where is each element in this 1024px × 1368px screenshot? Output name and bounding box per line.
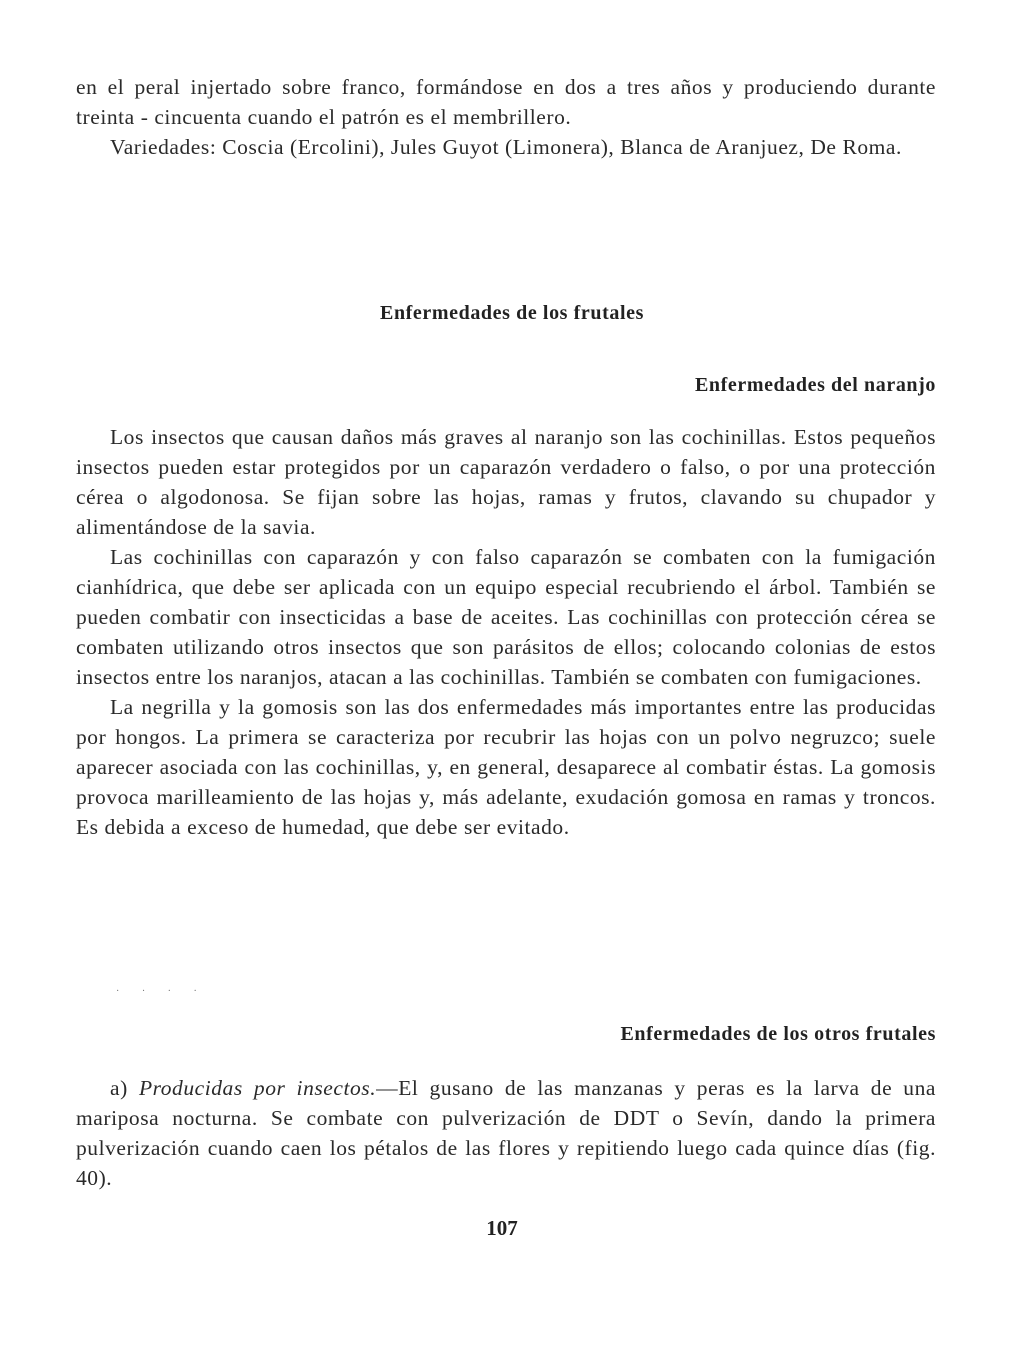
intro-paragraph-continued: en el peral injertado sobre franco, formándose en dos a tres años y produciendo durante treinta - cincuenta cuando el patrón es el membrillero. xyxy=(76,75,936,129)
page-number: 107 xyxy=(486,1216,518,1240)
naranjo-paragraph-3: La negrilla y la gomosis son las dos enfermedades más importantes entre las producidas por hongos. La primera se caracteriza por recubrir las hojas con un polvo negruzco; suele aparecer asociada con las cochinillas, y, en general, desaparece al combatir éstas. La gomosis provoca marilleamiento de las hojas y, más adelante, exudación gomosa en ramas y troncos. Es debida a exceso de humedad, que debe ser evitado. xyxy=(76,695,936,839)
scan-specks: · · · · xyxy=(116,986,207,997)
item-text: —El gusano de las manzanas y peras es la larva de una mariposa nocturna. Se combate con pulverización de DDT o Sevín, dando la primera pulverización cuando caen los pétalos de las flores y repitiendo luego cada quince días (fig. 40). xyxy=(76,1076,936,1190)
varieties-paragraph: Variedades: Coscia (Ercolini), Jules Guyot (Limonera), Blanca de Aranjuez, De Roma. xyxy=(110,135,902,159)
naranjo-subheading: Enfermedades del naranjo xyxy=(694,374,936,396)
item-prefix: a) xyxy=(110,1076,139,1100)
naranjo-paragraph-1: Los insectos que causan daños más graves al naranjo son las cochinillas. Estos pequeños insectos pueden estar protegidos por un caparazón verdadero o falso, o por una protección cérea o algodonosa. Se fijan sobre las hojas, ramas y frutos, clavando su chupador y alimentándose de la savia. xyxy=(76,425,936,539)
otros-paragraph-a xyxy=(76,1073,936,1193)
item-label: Producidas por insectos. xyxy=(138,1076,377,1100)
otros-subheading: Enfermedades de los otros frutales xyxy=(620,1023,936,1045)
naranjo-text xyxy=(76,422,936,842)
otros-text xyxy=(76,1073,936,1193)
intro-text xyxy=(76,72,936,162)
naranjo-paragraph-2: Las cochinillas con caparazón y con falso caparazón se combaten con la fumigación cianhídrica, que debe ser aplicada con un equipo especial recubriendo el árbol. También se pueden combatir con insecticidas a base de aceites. Las cochinillas con protección cérea se combaten utilizando otros insectos que son parásitos de ellos; colocando colonias de estos insectos entre los naranjos, atacan a las cochinillas. También se combaten con fumigaciones. xyxy=(76,545,936,689)
section-title: Enfermedades de los frutales xyxy=(380,302,644,324)
